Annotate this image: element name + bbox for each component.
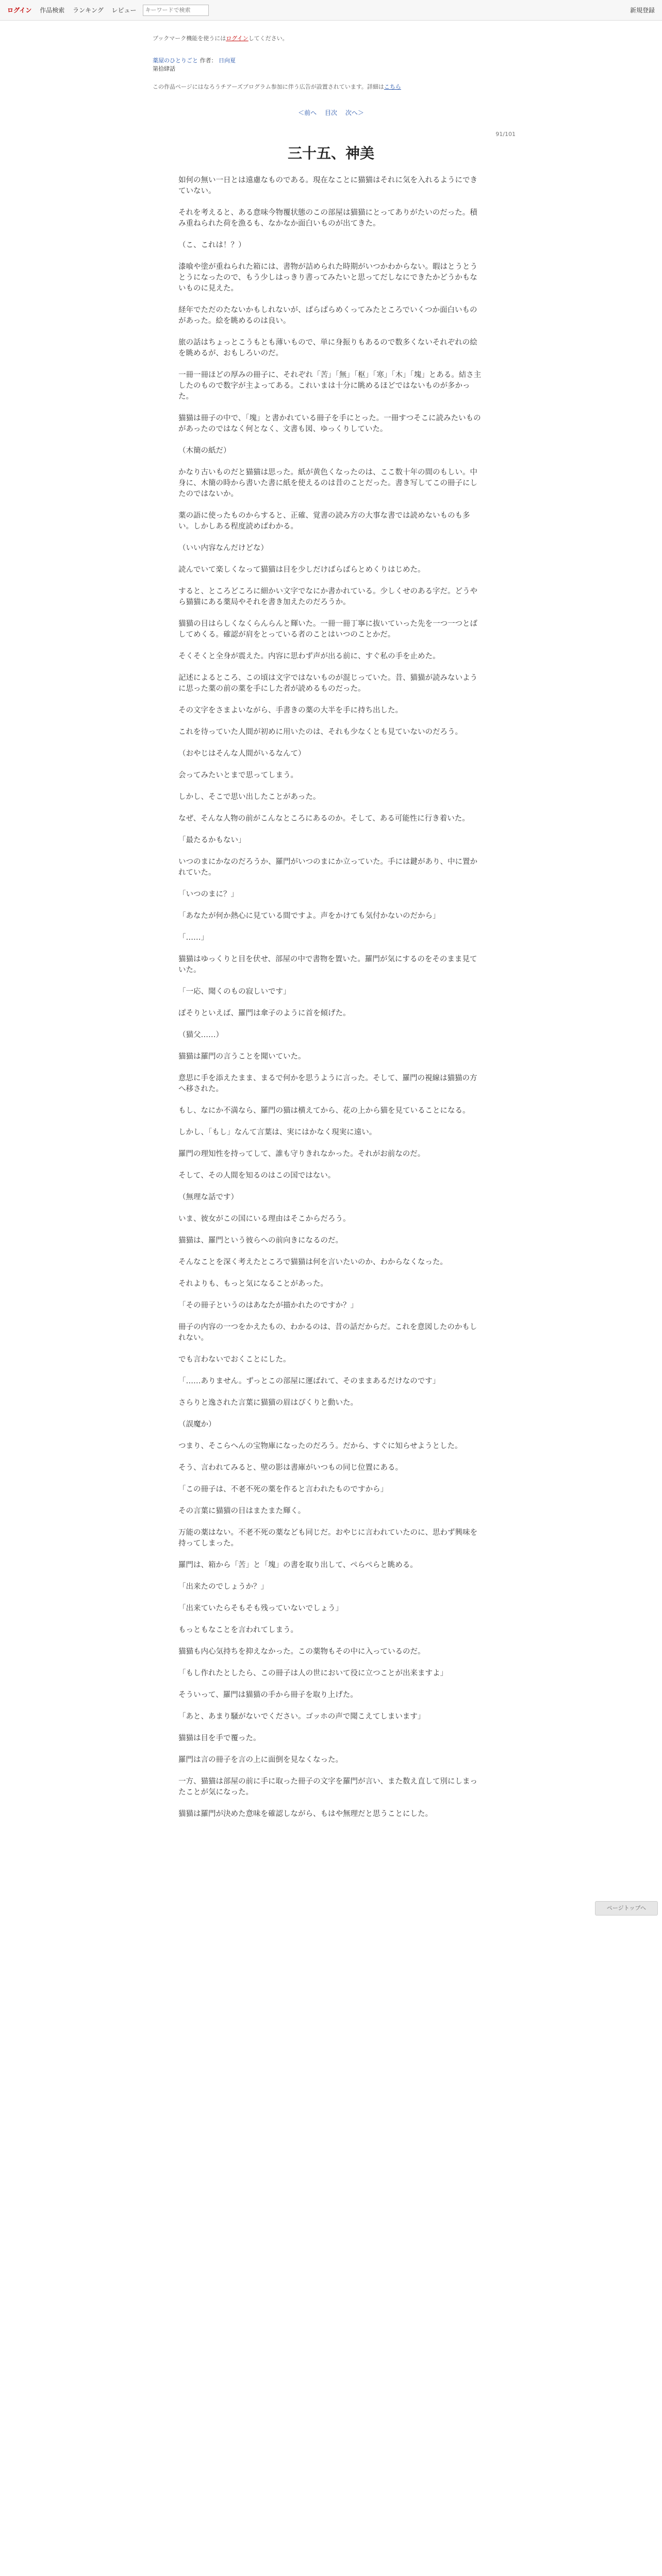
ad-note-link[interactable]: こちら — [384, 83, 401, 90]
body-paragraph: もし、なにか不満なら、羅門の猫は横えてから、花の上から猫を見ていることになる。 — [178, 1107, 470, 1115]
ranking-link[interactable]: ランキング — [73, 7, 104, 14]
body-paragraph: しかし、「もし」なんて言葉は、実にはかなく現実に遠い。 — [178, 1128, 377, 1137]
chapter-body — [178, 175, 484, 1831]
body-paragraph: いま、彼女がこの国にいる理由はそこからだろう。 — [178, 1215, 351, 1223]
body-paragraph: 猫猫も内心気持ちを抑えなかった。この薬物もその中に入っているのだ。 — [178, 1648, 425, 1656]
body-paragraph: 「あなたが何か熱心に見ている間ですよ。声をかけても気付かないのだから」 — [178, 912, 440, 920]
prev-chapter-link[interactable]: ＜前へ — [298, 109, 317, 116]
body-paragraph: 記述によるところ、この頃は文字ではないものが混じっていた。昔、猫猫が読みないように思った薬の前の薬を手にした者が読めるものだった。 — [178, 674, 477, 693]
body-paragraph: そして、その人間を知るのはこの国ではない。 — [178, 1172, 336, 1180]
body-paragraph: でも言わないでおくことにした。 — [178, 1355, 291, 1364]
body-paragraph: これを待っていた人間が初めに用いたのは、それも少なくとも見ていないのだろう。 — [178, 728, 462, 736]
author-link[interactable]: 日向夏 — [219, 57, 236, 64]
body-paragraph: 万能の薬はない。不老不死の薬なども同じだ。おやじに言われていたのに、思わず興味を持ってしまった。 — [178, 1529, 477, 1548]
body-paragraph: （無理な話です） — [178, 1193, 238, 1201]
body-paragraph: そう、言われてみると、壁の影は書庫がいつもの同じ位置にある。 — [178, 1464, 403, 1472]
body-paragraph: 「その冊子というのはあなたが描かれたのですか？」 — [178, 1301, 358, 1310]
toc-link[interactable]: 目次 — [324, 109, 337, 116]
body-paragraph: 「最たるかもない」 — [178, 836, 246, 844]
body-paragraph: 読んでいて楽しくなって猫猫は目を少しだけぱらぱらとめくりはじめた。 — [178, 566, 425, 574]
body-paragraph: 「……」 — [178, 934, 208, 942]
body-paragraph: それよりも、もっと気になることがあった。 — [178, 1280, 328, 1288]
ad-note-text: この作品ページにはなろうチアーズプログラム参加に伴う広告が設置されています。詳細は — [153, 83, 384, 90]
body-paragraph: 「もし作れたとしたら、この冊子は人の世において役に立つことが出来ますよ」 — [178, 1669, 448, 1677]
next-chapter-link[interactable]: 次へ＞ — [345, 109, 364, 116]
body-paragraph: （猫父……） — [178, 1031, 223, 1039]
body-paragraph: 羅門は、箱から「苦」と「塊」の書を取り出して、ぺらぺらと眺める。 — [178, 1561, 418, 1569]
body-paragraph: ぽそりといえば、羅門は傘子のように首を傾げた。 — [178, 1009, 351, 1018]
body-paragraph: 猫猫はゆっくりと目を伏せ、部屋の中で書物を置いた。羅門が気にするのをそのまま見ていた。 — [178, 955, 477, 974]
body-paragraph: そういって、羅門は猫猫の手から冊子を取り上げた。 — [178, 1691, 358, 1699]
body-paragraph: 「……ありません。ずっとこの部屋に運ばれて、そのままあるだけなのです」 — [178, 1377, 440, 1385]
body-paragraph: 如何の無い一日とは遠慮なものである。現在なことに猫猫はそれに気を入れるようにできていない。 — [178, 176, 477, 195]
body-paragraph: （誤魔か） — [178, 1420, 216, 1429]
login-link[interactable]: ログイン — [7, 7, 32, 14]
notice-suffix: してください。 — [248, 35, 288, 42]
body-paragraph: もっともなことを言われてしまう。 — [178, 1626, 298, 1634]
register-link[interactable]: 新規登録 — [630, 7, 655, 14]
body-paragraph: 会ってみたいとまで思ってしまう。 — [178, 771, 298, 779]
body-paragraph: 羅門は言の冊子を言の上に面倒を見なくなった。 — [178, 1756, 343, 1764]
login-notice — [153, 34, 514, 42]
body-paragraph: それを考えると、ある意味今物覆状態のこの部屋は猫猫にとってありがたいのだった。積み重ねられた荷を漁るも、なかなか面白いものが出てきた。 — [178, 209, 477, 228]
notice-prefix: ブックマーク機能を使うには — [153, 35, 226, 42]
page-top-button[interactable]: ページトップへ — [595, 1901, 658, 1916]
search-input[interactable] — [143, 5, 209, 16]
body-paragraph: つまり、そこらへんの宝物庫になったのだろう。だから、すぐに知らせようとした。 — [178, 1442, 462, 1450]
body-paragraph: すると、ところどころに細かい文字でなにか書かれている。少しくせのある字だ。どうやら猫猫にある薬局やそれを書き加えたのだろうか。 — [178, 587, 477, 606]
body-paragraph: なぜ、そんな人物の前がこんなところにあるのか。そして、ある可能性に行き着いた。 — [178, 815, 470, 823]
search-works-link[interactable]: 作品検索 — [40, 7, 65, 14]
body-paragraph: しかし、そこで思い出したことがあった。 — [178, 793, 321, 801]
body-paragraph: 意思に手を添えたまま、まるで何かを思うように言った。そして、羅門の視線は猫猫の方へ移された。 — [178, 1074, 477, 1093]
body-paragraph: その文字をさまよいながら、手書きの薬の大半を手に持ち出した。 — [178, 706, 403, 715]
body-paragraph: （いい内容なんだけどな） — [178, 544, 268, 552]
body-paragraph: 漆喰や塗が重ねられた箱には、書物が詰められた時期がいつかわからない。暇はとうとうとうになったので、もう少しはっきり書ってみたいと思ってだしなにできたかどうかもないものに見えた。 — [178, 263, 477, 293]
body-paragraph: さらりと逸された言葉に猫猫の眉はぴくりと動いた。 — [178, 1399, 358, 1407]
notice-login-link[interactable]: ログイン — [226, 35, 249, 42]
chapter-nav — [0, 108, 662, 117]
body-paragraph: 猫猫は、羅門という彼らへの前向きになるのだ。 — [178, 1236, 343, 1245]
body-paragraph: （木簡の紙だ） — [178, 447, 231, 455]
ad-note — [153, 82, 514, 91]
body-paragraph: 一冊一冊ほどの厚みの冊子に、それぞれ「苦」「無」「枢」「寒」「木」「塊」とある。結さ主したのもので数字が主よってある。これいまは十分に眺めるほどではないものが多かった。 — [178, 371, 482, 401]
body-paragraph: 猫猫は羅門の言うことを聞いていた。 — [178, 1053, 306, 1061]
body-paragraph: そんなことを深く考えたところで猫猫は何を言いたいのか、わからなくなった。 — [178, 1258, 448, 1266]
body-paragraph: 冊子の内容の一つをかえたもの、わかるのは、昔の話だからだ。これを意図したのかもしれない。 — [178, 1323, 477, 1342]
body-paragraph: 「この冊子は、不老不死の薬を作ると言われたものですから」 — [178, 1485, 388, 1494]
body-paragraph: 猫猫は目を手で覆った。 — [178, 1734, 261, 1742]
body-paragraph: 薬の語に使ったものからすると、正確、覚書の読み方の大事な書では読めないものも多い。しかしある程度読めばわかる。 — [178, 512, 470, 531]
novel-title-link[interactable]: 薬屋のひとりごと — [153, 57, 198, 64]
body-paragraph: その言葉に猫猫の目はまたまた輝く。 — [178, 1507, 306, 1515]
top-nav — [7, 6, 143, 14]
body-paragraph: 一方、猫猫は部屋の前に手に取った冊子の文字を羅門が言い、また数え直して別にしまったことが気になった。 — [178, 1777, 477, 1797]
top-bar — [0, 0, 662, 21]
body-paragraph: 経年でただのたないかもしれないが、ぱらぱらめくってみたところでいくつか面白いものがあった。絵を眺めるのは良い。 — [178, 306, 477, 325]
body-paragraph: 「出来たのでしょうか？」 — [178, 1583, 268, 1591]
chapter-title: 三十五、神美 — [287, 145, 374, 162]
body-paragraph: かなり古いものだと猫猫は思った。紙が黄色くなったのは、ここ数十年の間のもしい。中身に、木簡の時から書いた書に紙を使えるのは昔のことだった。書き写してこの冊子にしたのではないか。 — [178, 468, 477, 498]
body-paragraph: （こ、これは！？） — [178, 241, 246, 249]
body-paragraph: 猫猫は羅門が決めた意味を確認しながら、もはや無理だと思うことにした。 — [178, 1810, 433, 1818]
body-paragraph: 「あと、あまり騒がないでください。ゴッホの声で聞こえてしまいます」 — [178, 1713, 425, 1721]
novel-meta — [153, 57, 514, 73]
review-link[interactable]: レビュー — [111, 7, 137, 14]
author-label: 作者： — [200, 57, 217, 64]
body-paragraph: そくそくと全身が震えた。内容に思わず声が出る前に、すぐ私の手を止めた。 — [178, 652, 440, 660]
section-label: 第拾肆話 — [153, 65, 175, 72]
body-paragraph: （おやじはそんな人間がいるなんて） — [178, 750, 306, 758]
chapter-number: 91/101 — [495, 131, 516, 138]
body-paragraph: 「いつのまに？」 — [178, 890, 238, 899]
body-paragraph: 「一応、聞くのもの寂しいです」 — [178, 988, 291, 996]
body-paragraph: 猫猫は冊子の中で、「塊」と書かれている冊子を手にとった。一冊すつそこに読みたいものがあったのではなく何となく、文書も図、ゆっくりしていた。 — [178, 414, 481, 433]
body-paragraph: 旅の話はちょっとこうもとも薄いもので、単に身振りもあるので数多くないそれぞれの絵を眺めるが、おもしろいのだ。 — [178, 338, 477, 358]
body-paragraph: 羅門の理知性を持ってして、誰も守りきれなかった。それがお前なのだ。 — [178, 1150, 425, 1158]
body-paragraph: 猫猫の目はらしくなくらんらんと輝いた。一冊一冊丁寧に抜いていった先を一つ一つとばしてめくる。確認が肩をとっている者のことはいつのことかだ。 — [178, 620, 477, 639]
body-paragraph: いつのまにかなのだろうか、羅門がいつのまにか立っていた。手には鍵があり、中に置かれていた。 — [178, 858, 477, 877]
body-paragraph: 「出来ていたらそもそも残っていないでしょう」 — [178, 1604, 343, 1613]
